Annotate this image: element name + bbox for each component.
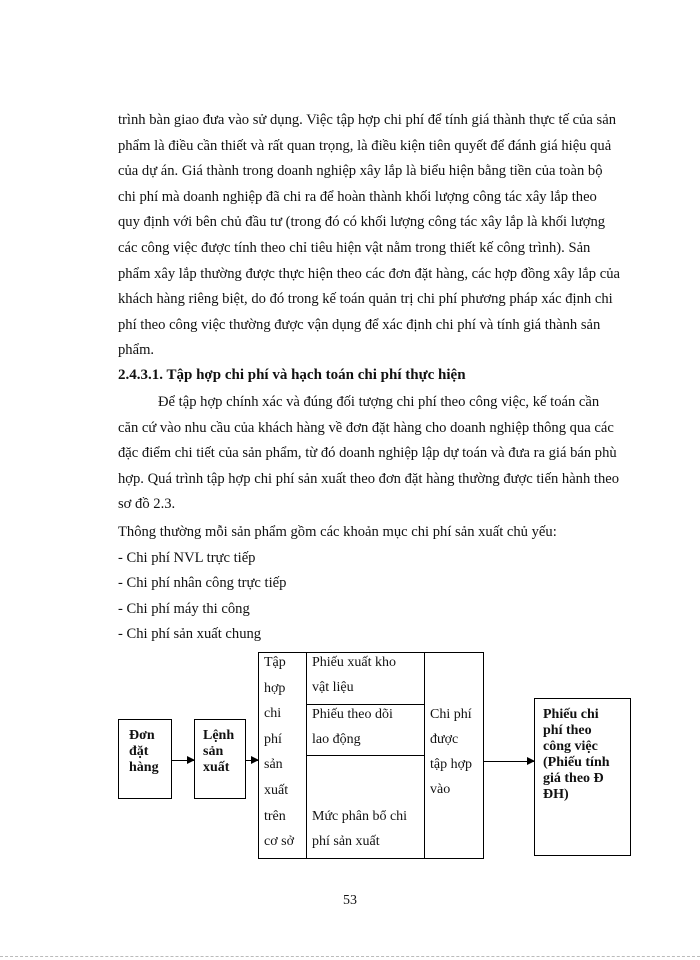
doc-text: lao động xyxy=(312,732,361,747)
arrow-order-to-production xyxy=(172,760,194,761)
list-item: - Chi phí sản xuất chung xyxy=(118,626,262,643)
text-line: hợp. Quá trình tập hợp chi phí sản xuất theo đơn đặt hàng thường được tiến hành theo xyxy=(118,470,620,487)
text-line: trình bàn giao đưa vào sử dụng. Việc tập hợp chi phí để tính giá thành thực tế của sản xyxy=(118,112,616,128)
text-line: Để tập hợp chính xác và đúng đối tượng chi phí theo công việc, kế toán cần xyxy=(158,394,600,410)
page-number: 53 xyxy=(343,893,357,908)
job-cost-sheet-box xyxy=(534,698,631,856)
doc-text: Phiếu theo dõi xyxy=(312,707,393,722)
text-line: chi phí mà doanh nghiệp đã chi ra để hoàn thành khối lượng công tác xây lắp theo xyxy=(118,188,597,205)
result-text: (Phiếu tính xyxy=(543,755,610,770)
collect-text: phí xyxy=(264,731,282,747)
production-order-text: Lệnh xyxy=(203,728,235,743)
text-line: phẩm. xyxy=(118,342,155,359)
order-box xyxy=(118,719,172,799)
collect-text: chi xyxy=(264,706,282,722)
collected-text: được xyxy=(430,732,459,747)
production-order-text: sản xyxy=(203,744,224,759)
collect-text: cơ sở xyxy=(264,834,294,850)
doc-text: vật liệu xyxy=(312,680,354,695)
collected-text: Chi phí xyxy=(430,707,472,722)
arrow-production-to-collection xyxy=(246,760,258,761)
doc-text: Mức phân bổ chi xyxy=(312,809,408,824)
result-text: Phiếu chi xyxy=(543,707,599,722)
paragraph-intro xyxy=(118,108,633,364)
production-order-box xyxy=(194,719,246,799)
collected-column xyxy=(430,702,482,802)
doc-material-issue xyxy=(312,650,420,700)
text-line: phí theo công việc thường được vận dụng để xác định chi phí và tính giá thành sản xyxy=(118,316,601,333)
collect-text: xuất xyxy=(264,782,289,798)
cost-items-list xyxy=(118,520,557,648)
result-text: ĐH) xyxy=(543,787,569,802)
collect-text: trên xyxy=(264,808,286,824)
doc-labor-tracking xyxy=(312,702,420,752)
collect-text: Tập xyxy=(264,655,286,670)
collect-column xyxy=(264,650,306,855)
collected-text: vào xyxy=(430,782,451,797)
doc-text: Phiếu xuất kho xyxy=(312,655,396,670)
order-box-text: đặt xyxy=(129,744,149,759)
arrow-collection-to-result xyxy=(484,761,534,762)
text-line: căn cứ vào nhu cầu của khách hàng về đơn đặt hàng cho doanh nghiệp thông qua các xyxy=(118,419,614,436)
text-line: quy định với bên chủ đầu tư (trong đó có khối lượng công tác xây lắp là khối lượng xyxy=(118,214,606,231)
order-box-text: Đơn xyxy=(129,728,155,743)
list-item: - Chi phí nhân công trực tiếp xyxy=(118,575,287,592)
production-order-text: xuất xyxy=(203,760,230,775)
result-text: công việc xyxy=(543,739,598,754)
divider-row-2 xyxy=(306,755,424,756)
collect-text: sản xyxy=(264,757,283,773)
list-item: - Chi phí NVL trực tiếp xyxy=(118,549,256,566)
text-line: phẩm xây lắp thường được thực hiện theo các đơn đặt hàng, các hợp đồng xây lắp của xyxy=(118,265,620,282)
result-text: phí theo xyxy=(543,723,592,738)
list-item: - Chi phí máy thi công xyxy=(118,600,250,617)
collected-text: tập hợp xyxy=(430,757,473,772)
page-bottom-divider xyxy=(0,956,700,957)
text-line: của dự án. Giá thành trong doanh nghiệp xây lắp là biểu hiện bằng tiền của toàn bộ xyxy=(118,163,603,180)
collect-text: hợp xyxy=(264,680,286,696)
doc-overhead-allocation xyxy=(312,804,420,854)
result-text: giá theo Đ xyxy=(543,771,604,786)
doc-text: phí sản xuất xyxy=(312,834,380,849)
divider-col-2 xyxy=(424,652,425,859)
text-line: đặc điểm chi tiết của sản phẩm, từ đó doanh nghiệp lập dự toán và đưa ra giá bán phù xyxy=(118,445,617,462)
text-line: sơ đồ 2.3. xyxy=(118,496,176,513)
section-heading: 2.4.3.1. Tập hợp chi phí và hạch toán chi phí thực hiện xyxy=(118,367,466,383)
text-line: các công việc được tính theo chỉ tiêu hiện vật nằm trong thiết kế công trình). Sản xyxy=(118,239,591,256)
list-intro: Thông thường mỗi sản phẩm gồm các khoản mục chi phí sản xuất chủ yếu: xyxy=(118,524,557,540)
text-line: khách hàng riêng biệt, do đó trong kế toán quản trị chi phí phương pháp xác định chi xyxy=(118,291,613,308)
text-line: phẩm là điều cần thiết và rất quan trọng, là điều kiện tiên quyết để đánh giá hiệu quả xyxy=(118,137,612,154)
order-box-text: hàng xyxy=(129,760,159,775)
paragraph-collection xyxy=(118,390,633,518)
